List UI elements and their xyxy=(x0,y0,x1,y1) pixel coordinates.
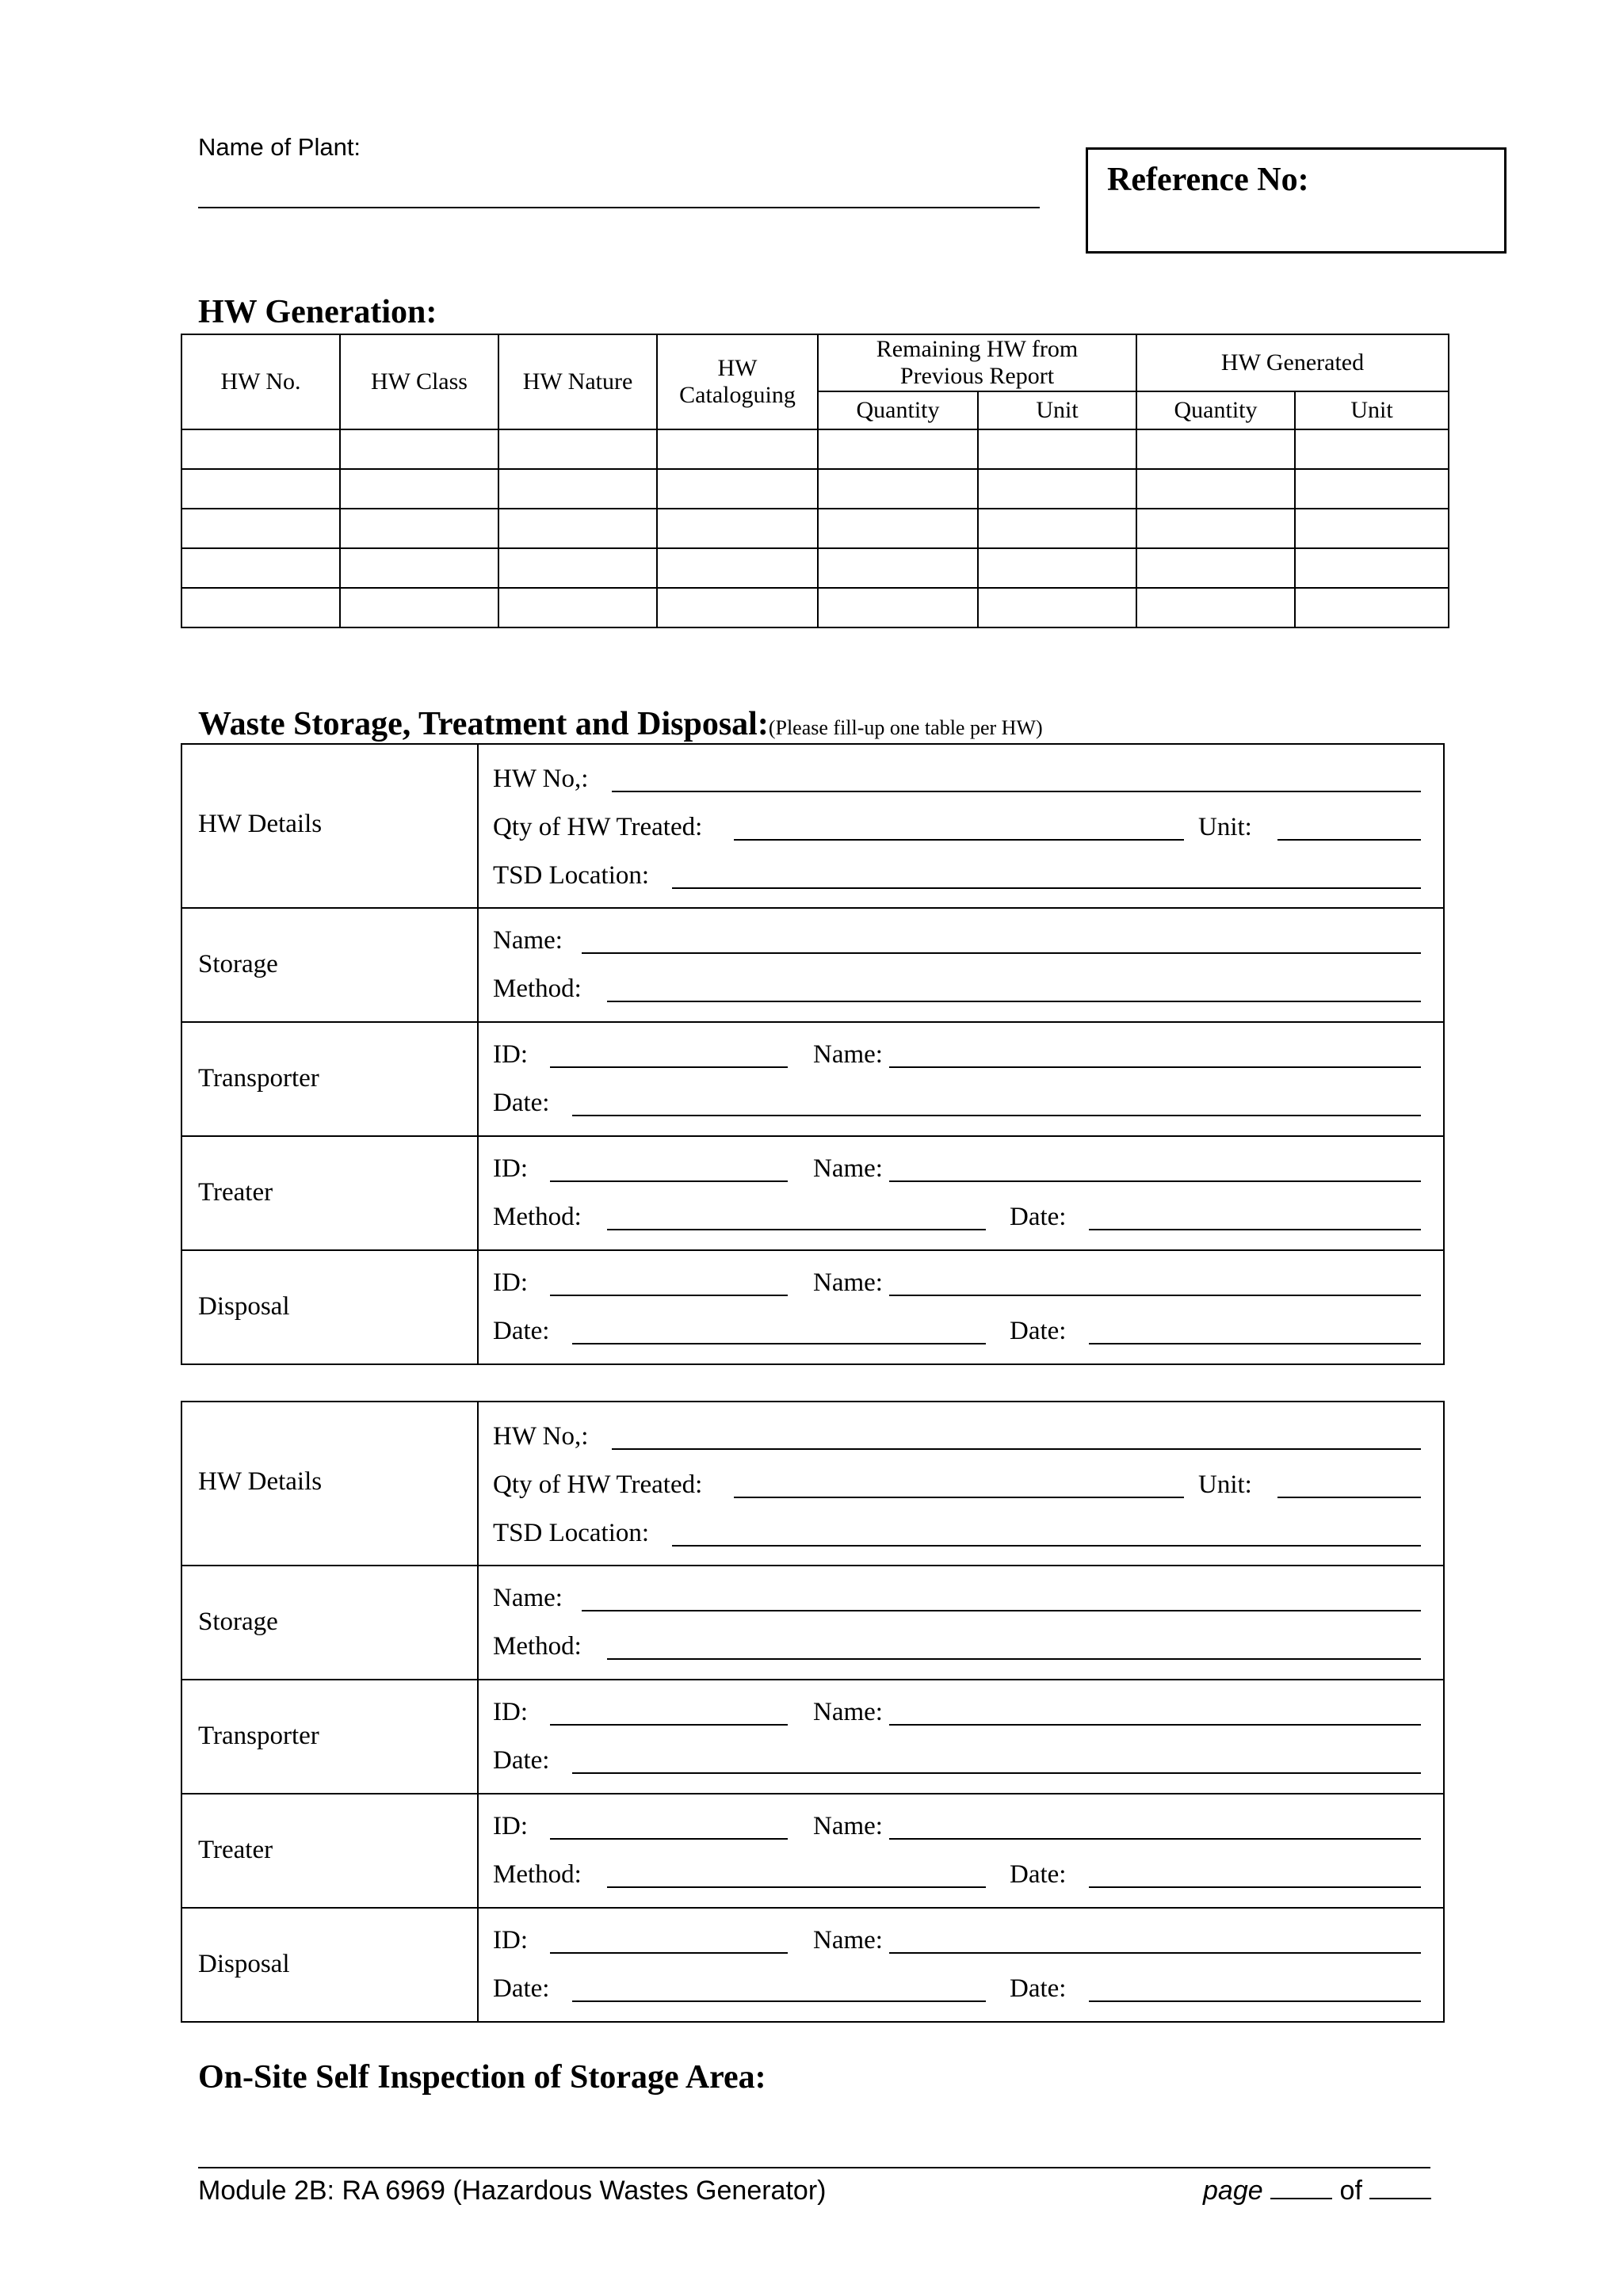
table-cell[interactable] xyxy=(657,548,818,588)
transporter-date-field[interactable] xyxy=(572,1772,1421,1774)
table-cell[interactable] xyxy=(340,548,498,588)
waste-note: (Please fill-up one table per HW) xyxy=(768,716,1043,739)
table-cell[interactable] xyxy=(1136,509,1295,548)
table-cell[interactable] xyxy=(657,429,818,469)
hw-no-field[interactable] xyxy=(612,1448,1421,1450)
field-line xyxy=(493,1860,1421,1892)
hw-generation-title: HW Generation: xyxy=(198,294,437,330)
treater-method-label: Method: xyxy=(493,1860,582,1889)
disposal-name-field[interactable] xyxy=(889,1295,1421,1296)
hw-details-row xyxy=(182,745,1443,907)
table-cell[interactable] xyxy=(498,509,657,548)
treater-date-field[interactable] xyxy=(1089,1886,1421,1888)
disposal-date-label: Date: xyxy=(493,1317,550,1345)
table-cell[interactable] xyxy=(818,429,978,469)
footer-module: Module 2B: RA 6969 (Hazardous Wastes Generator) xyxy=(198,2176,827,2206)
field-line xyxy=(493,974,1421,1006)
transporter-date-label: Date: xyxy=(493,1089,550,1117)
footer-page xyxy=(1203,2176,1431,2206)
disposal-row xyxy=(182,1249,1443,1363)
unit-label: Unit: xyxy=(1198,1470,1252,1499)
transporter-label: Transporter xyxy=(198,1722,319,1750)
storage-name-label: Name: xyxy=(493,1584,563,1612)
table-cell[interactable] xyxy=(978,548,1136,588)
qty-treated-field[interactable] xyxy=(734,1497,1184,1498)
transporter-name-field[interactable] xyxy=(889,1066,1421,1068)
treater-id-field[interactable] xyxy=(550,1838,788,1840)
disposal-date2-label: Date: xyxy=(1010,1974,1067,2003)
storage-label: Storage xyxy=(198,1608,278,1636)
tsd-location-field[interactable] xyxy=(672,887,1421,889)
reference-box[interactable] xyxy=(1086,147,1507,254)
transporter-row xyxy=(182,1679,1443,1793)
table-cell[interactable] xyxy=(181,469,340,509)
col-remaining-hw: Remaining HW from Previous Report xyxy=(818,334,1136,391)
col-remaining-unit: Unit xyxy=(978,391,1136,429)
qty-treated-label: Qty of HW Treated: xyxy=(493,813,703,841)
transporter-date-label: Date: xyxy=(493,1746,550,1775)
field-line xyxy=(493,1812,1421,1844)
treater-date-field[interactable] xyxy=(1089,1229,1421,1230)
treater-label: Treater xyxy=(198,1178,273,1207)
column-divider xyxy=(477,1909,479,2021)
qty-treated-label: Qty of HW Treated: xyxy=(493,1470,703,1499)
disposal-name-label: Name: xyxy=(813,1268,883,1297)
table-cell[interactable] xyxy=(978,588,1136,627)
treater-method-label: Method: xyxy=(493,1203,582,1231)
disposal-date2-field[interactable] xyxy=(1089,1343,1421,1344)
table-row xyxy=(181,429,1449,469)
field-line xyxy=(493,1698,1421,1730)
treater-row xyxy=(182,1793,1443,1907)
table-row xyxy=(181,548,1449,588)
table-cell[interactable] xyxy=(181,548,340,588)
table-row xyxy=(181,469,1449,509)
field-line xyxy=(493,926,1421,958)
treater-date-label: Date: xyxy=(1010,1860,1067,1889)
storage-method-field[interactable] xyxy=(607,1658,1421,1660)
treater-method-field[interactable] xyxy=(607,1886,986,1888)
treater-name-field[interactable] xyxy=(889,1838,1421,1840)
table-cell[interactable] xyxy=(1295,548,1449,588)
column-divider xyxy=(477,1137,479,1249)
table-cell[interactable] xyxy=(498,588,657,627)
table-cell[interactable] xyxy=(1136,429,1295,469)
treater-method-field[interactable] xyxy=(607,1229,986,1230)
table-cell[interactable] xyxy=(978,509,1136,548)
treater-name-label: Name: xyxy=(813,1154,883,1183)
col-hw-generated: HW Generated xyxy=(1136,334,1449,391)
disposal-id-label: ID: xyxy=(493,1268,528,1297)
treater-name-label: Name: xyxy=(813,1812,883,1840)
transporter-id-field[interactable] xyxy=(550,1066,788,1068)
storage-row xyxy=(182,1565,1443,1679)
field-line xyxy=(493,1519,1421,1550)
table-cell[interactable] xyxy=(1295,509,1449,548)
disposal-id-label: ID: xyxy=(493,1926,528,1955)
plant-name-field[interactable] xyxy=(198,207,1040,208)
field-line xyxy=(493,813,1421,845)
qty-treated-field[interactable] xyxy=(734,839,1184,841)
transporter-id-field[interactable] xyxy=(550,1724,788,1726)
table-cell[interactable] xyxy=(340,429,498,469)
waste-table-2 xyxy=(181,1401,1445,2023)
page-label: page xyxy=(1203,2176,1263,2206)
field-line xyxy=(493,1470,1421,1502)
treater-date-label: Date: xyxy=(1010,1203,1067,1231)
field-line xyxy=(493,1974,1421,2006)
field-line xyxy=(493,861,1421,893)
table-cell[interactable] xyxy=(657,509,818,548)
table-cell[interactable] xyxy=(1136,588,1295,627)
treater-id-field[interactable] xyxy=(550,1180,788,1182)
transporter-date-field[interactable] xyxy=(572,1115,1421,1116)
unit-field[interactable] xyxy=(1277,839,1421,841)
disposal-date-label: Date: xyxy=(493,1974,550,2003)
field-line xyxy=(493,1203,1421,1234)
field-line xyxy=(493,1746,1421,1778)
col-hw-no: HW No. xyxy=(181,334,340,429)
field-line xyxy=(493,1040,1421,1072)
col-generated-quantity: Quantity xyxy=(1136,391,1295,429)
column-divider xyxy=(477,1402,479,1565)
storage-name-label: Name: xyxy=(493,926,563,955)
disposal-label: Disposal xyxy=(198,1292,290,1321)
table-cell[interactable] xyxy=(1136,469,1295,509)
table-cell[interactable] xyxy=(498,469,657,509)
unit-label: Unit: xyxy=(1198,813,1252,841)
table-cell[interactable] xyxy=(978,469,1136,509)
storage-row xyxy=(182,907,1443,1021)
table-cell[interactable] xyxy=(1136,548,1295,588)
storage-method-label: Method: xyxy=(493,1632,582,1661)
transporter-id-label: ID: xyxy=(493,1698,528,1726)
field-line xyxy=(493,765,1421,796)
column-divider xyxy=(477,745,479,907)
treater-row xyxy=(182,1135,1443,1249)
footer-divider xyxy=(198,2167,1430,2168)
of-label: of xyxy=(1339,2176,1362,2206)
inspection-title: On-Site Self Inspection of Storage Area: xyxy=(198,2059,766,2096)
treater-label: Treater xyxy=(198,1836,273,1864)
column-divider xyxy=(477,1023,479,1135)
col-remaining-quantity: Quantity xyxy=(818,391,978,429)
tsd-location-label: TSD Location: xyxy=(493,1519,650,1547)
table-row xyxy=(181,509,1449,548)
table-cell[interactable] xyxy=(498,429,657,469)
col-hw-cataloguing: HW Cataloguing xyxy=(657,334,818,429)
column-divider xyxy=(477,1680,479,1793)
table-cell[interactable] xyxy=(1295,469,1449,509)
reference-label: Reference No: xyxy=(1107,162,1309,198)
hw-no-label: HW No,: xyxy=(493,1422,589,1451)
table-cell[interactable] xyxy=(1295,588,1449,627)
plant-name-label: Name of Plant: xyxy=(198,133,361,161)
tsd-location-field[interactable] xyxy=(672,1545,1421,1547)
transporter-name-label: Name: xyxy=(813,1698,883,1726)
table-cell[interactable] xyxy=(498,548,657,588)
transporter-name-label: Name: xyxy=(813,1040,883,1069)
disposal-id-field[interactable] xyxy=(550,1952,788,1954)
hw-details-label: HW Details xyxy=(198,810,323,838)
page-number-field[interactable] xyxy=(1270,2177,1332,2199)
hw-details-row xyxy=(182,1402,1443,1565)
column-divider xyxy=(477,1566,479,1679)
page-total-field[interactable] xyxy=(1369,2177,1431,2199)
transporter-row xyxy=(182,1021,1443,1135)
disposal-id-field[interactable] xyxy=(550,1295,788,1296)
table-cell[interactable] xyxy=(340,509,498,548)
table-cell[interactable] xyxy=(978,429,1136,469)
tsd-location-label: TSD Location: xyxy=(493,861,650,890)
col-hw-nature: HW Nature xyxy=(498,334,657,429)
disposal-date-field[interactable] xyxy=(572,2000,986,2002)
table-cell[interactable] xyxy=(340,469,498,509)
field-line xyxy=(493,1154,1421,1186)
treater-name-field[interactable] xyxy=(889,1180,1421,1182)
disposal-row xyxy=(182,1907,1443,2021)
treater-id-label: ID: xyxy=(493,1154,528,1183)
column-divider xyxy=(477,1251,479,1363)
transporter-label: Transporter xyxy=(198,1064,319,1093)
transporter-id-label: ID: xyxy=(493,1040,528,1069)
storage-method-field[interactable] xyxy=(607,1001,1421,1002)
hw-no-label: HW No,: xyxy=(493,765,589,793)
field-line xyxy=(493,1268,1421,1300)
table-cell[interactable] xyxy=(657,469,818,509)
table-cell[interactable] xyxy=(181,429,340,469)
table-cell[interactable] xyxy=(818,548,978,588)
disposal-name-label: Name: xyxy=(813,1926,883,1955)
disposal-name-field[interactable] xyxy=(889,1952,1421,1954)
disposal-date2-field[interactable] xyxy=(1089,2000,1421,2002)
column-divider xyxy=(477,1794,479,1907)
storage-label: Storage xyxy=(198,950,278,978)
table-cell[interactable] xyxy=(818,469,978,509)
field-line xyxy=(493,1089,1421,1120)
col-generated-unit: Unit xyxy=(1295,391,1449,429)
waste-table-1 xyxy=(181,743,1445,1365)
disposal-date-field[interactable] xyxy=(572,1343,986,1344)
hw-no-field[interactable] xyxy=(612,791,1421,792)
storage-method-label: Method: xyxy=(493,974,582,1003)
storage-name-field[interactable] xyxy=(582,952,1421,954)
table-cell[interactable] xyxy=(818,509,978,548)
field-line xyxy=(493,1422,1421,1454)
col-hw-class: HW Class xyxy=(340,334,498,429)
disposal-date2-label: Date: xyxy=(1010,1317,1067,1345)
table-cell[interactable] xyxy=(181,509,340,548)
table-cell[interactable] xyxy=(657,588,818,627)
hw-details-label: HW Details xyxy=(198,1467,323,1496)
waste-section-title xyxy=(198,705,1043,743)
disposal-label: Disposal xyxy=(198,1950,290,1978)
unit-field[interactable] xyxy=(1277,1497,1421,1498)
table-cell[interactable] xyxy=(181,588,340,627)
table-row xyxy=(181,588,1449,627)
field-line xyxy=(493,1926,1421,1958)
table-cell[interactable] xyxy=(1295,429,1449,469)
waste-title: Waste Storage, Treatment and Disposal: xyxy=(198,706,769,742)
hw-generation-table xyxy=(181,334,1449,628)
treater-id-label: ID: xyxy=(493,1812,528,1840)
transporter-name-field[interactable] xyxy=(889,1724,1421,1726)
field-line xyxy=(493,1584,1421,1615)
table-cell[interactable] xyxy=(340,588,498,627)
column-divider xyxy=(477,909,479,1021)
field-line xyxy=(493,1632,1421,1664)
storage-name-field[interactable] xyxy=(582,1610,1421,1611)
table-cell[interactable] xyxy=(818,588,978,627)
field-line xyxy=(493,1317,1421,1348)
